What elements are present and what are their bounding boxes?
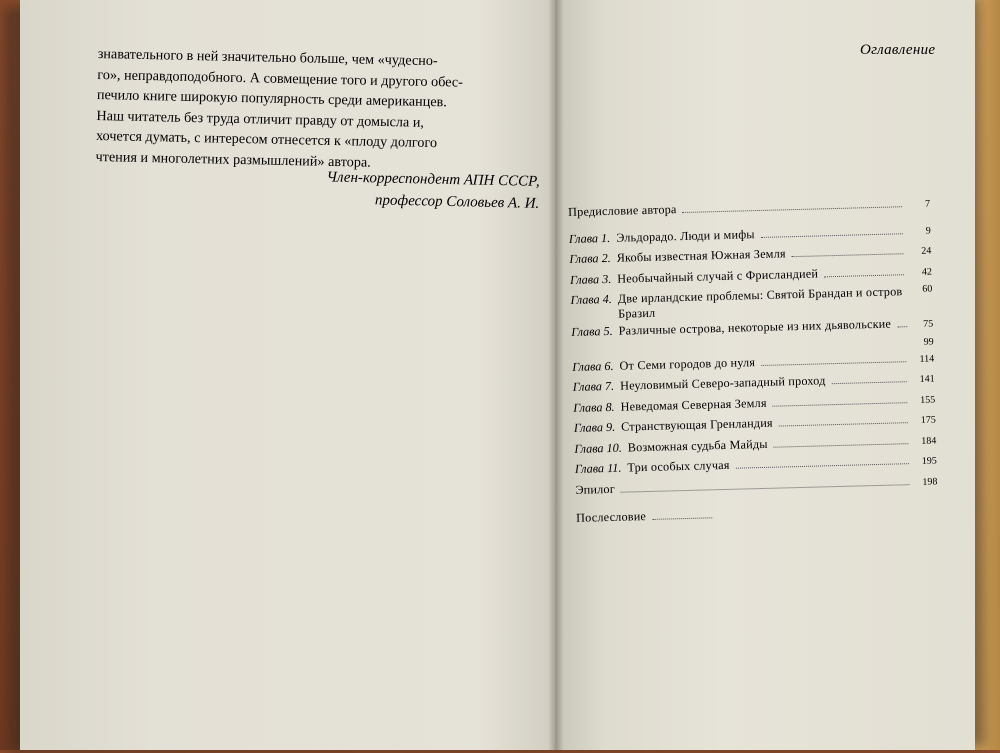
toc-page-number: 114 [919,352,935,365]
preface-line: го», неправдоподобного. А совмещение того и другого обес- [97,66,464,91]
toc-leader [683,206,903,213]
toc-leader [779,422,908,426]
toc-page-number: 7 [924,198,931,210]
toc-entry-text: Возможная судьба Майды [627,436,768,455]
preface-line: Наш читатель без труда отличит правду от домысла и, [96,107,425,131]
toc-chapter-prefix: Глава 7. [572,378,615,394]
toc-entry-text: Различные острова, некоторые из них дьявольские [618,316,892,338]
toc-leader [761,233,903,238]
toc-leader [774,443,909,448]
toc-leader [621,484,909,493]
toc-page-number: 141 [919,373,935,385]
toc-leader [773,402,908,407]
toc-leader [761,361,906,366]
signature-name: профессор Соловьев А. И. [374,192,540,212]
toc-entry-text: Якобы известная Южная Земля [616,246,786,265]
table-of-contents [568,196,938,531]
preface-line: знавательного в ней значительно больше, чем «чудесно- [97,45,438,70]
toc-leader [824,274,904,277]
toc-page-number: 99 [923,335,934,348]
toc-leader [652,517,712,520]
toc-page-number: 42 [921,265,933,278]
toc-entry-text: Послесловие [575,508,647,525]
preface-text [95,44,537,176]
toc-chapter-prefix: Глава 9. [573,419,616,435]
toc-entry-text: Неуловимый Северо-западный проход [619,373,826,393]
toc-leader [832,381,907,384]
toc-chapter-prefix: Глава 10. [574,440,622,456]
toc-title: Оглавление [860,42,936,58]
preface-line: печило книге широкую популярность среди американцев. [96,86,448,111]
toc-entry-text: Странствующая Гренландия [620,415,773,434]
toc-chapter-prefix: Глава 8. [573,399,615,415]
toc-chapter-prefix: Глава 4. [570,291,612,307]
toc-leader [792,253,904,257]
toc-page-number: 155 [920,393,936,406]
book-spine [548,0,564,750]
toc-chapter-prefix: Глава 2. [569,250,611,266]
preface-line: чтения и многолетних размышлений» автора. [95,148,371,171]
toc-chapter-prefix: Глава 6. [572,358,614,374]
toc-page-number: 184 [921,434,937,447]
toc-entry-text: От Семи городов до нуля [619,354,756,373]
toc-entry-text: Неведомая Северная Земля [620,395,767,414]
toc-page-number: 195 [921,455,937,467]
signature-title: Член-корреспондент АПН СССР, [326,169,540,190]
toc-entry-text: Необычайный случай с Фрисландией [617,265,819,286]
toc-page-number: 9 [925,225,931,237]
toc-entry-text-line1: Две ирландские проблемы: Святой Брандан и остров [617,284,903,306]
toc-chapter-prefix: Глава 5. [571,323,613,339]
toc-chapter-prefix: Глава 11. [574,460,622,476]
toc-page-number: 60 [922,283,933,295]
toc-page-number: 198 [922,475,938,488]
toc-entry-text: Эльдорадо. Люди и мифы [616,226,755,245]
toc-entry-text-line2: Бразил [618,305,656,321]
signature [259,165,540,215]
toc-entry-text [618,284,903,321]
toc-page-number: 175 [920,414,936,426]
toc-leader [736,463,909,469]
toc-leader [897,326,907,327]
toc-chapter-prefix: Глава 3. [569,271,612,287]
toc-entry-text: Эпилог [575,481,616,497]
toc-page-number: 24 [921,245,932,257]
toc-page-number: 75 [923,318,934,330]
toc-entry-text: Три особых случая [627,457,730,475]
preface-line: хочется думать, с интересом отнесется к «плоду долгого [95,127,438,152]
toc-chapter-prefix: Глава 1. [568,230,611,246]
toc-entry-text: Предисловие автора [568,202,677,219]
